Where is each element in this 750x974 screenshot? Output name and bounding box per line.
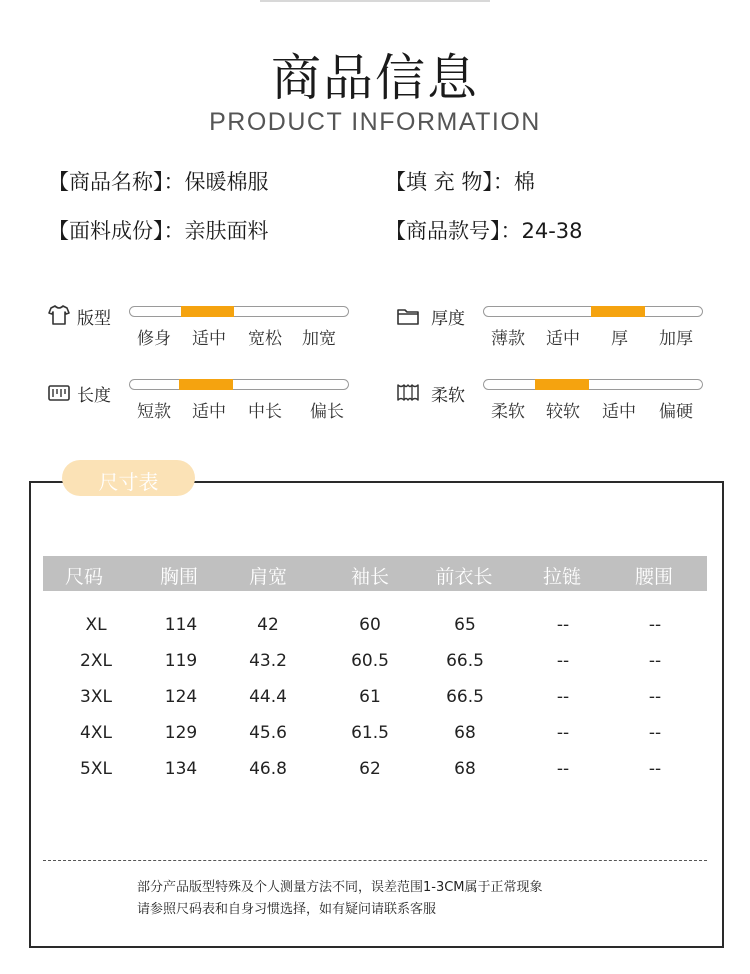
row-waist-cell: -- [648,687,662,707]
softness-option: 偏硬 [659,402,693,422]
row-zipper-cell: -- [556,615,570,635]
row-front-length-cell: 68 [454,723,476,743]
row-chest-cell: 114 [164,615,198,635]
header-front-length: 前衣长 [435,566,493,588]
product-name-value: 保暖棉服 [184,170,269,194]
row-waist-cell: -- [648,723,662,743]
thickness-option: 适中 [546,329,580,349]
row-sleeve-cell: 61.5 [351,723,389,743]
row-zipper-cell: -- [556,723,570,743]
row-zipper-cell: -- [556,651,570,671]
row-shoulder-cell: 46.8 [249,759,287,779]
fit-option: 加宽 [302,329,336,349]
row-chest-cell: 129 [164,723,198,743]
header-zipper: 拉链 [542,566,581,588]
length-option: 中长 [248,402,282,422]
thickness-option: 厚 [611,329,628,349]
row-size-cell: 3XL [80,687,112,707]
header-size: 尺码 [64,566,103,588]
row-size-cell: 2XL [80,651,112,671]
fit-option: 宽松 [248,329,282,349]
row-sleeve-cell: 62 [359,759,381,779]
row-shoulder-cell: 44.4 [249,687,287,707]
shirt-icon [47,303,71,327]
row-size-cell: XL [85,615,107,635]
filling-label: 【填 充 物】： [385,170,514,194]
row-chest-cell: 134 [164,759,198,779]
fit-option: 适中 [192,329,226,349]
row-shoulder-cell: 45.6 [249,723,287,743]
fabric-value: 亲肤面料 [184,219,269,243]
size-chart-tag-label: 尺寸表 [98,470,159,494]
size-chart-tag [62,460,195,496]
softness-option: 适中 [602,402,636,422]
length-option: 适中 [192,402,226,422]
softness-label: 柔软 [431,386,465,406]
softness-option: 较软 [546,402,580,422]
row-size-cell: 4XL [80,723,112,743]
size-table-header [43,556,707,591]
softness-option: 柔软 [491,402,525,422]
product-name-label: 【商品名称】： [48,170,185,194]
row-sleeve-cell: 61 [359,687,381,707]
style-number-row [385,215,583,245]
row-front-length-cell: 66.5 [446,687,484,707]
row-chest-cell: 119 [164,651,198,671]
row-sleeve-cell: 60 [359,615,381,635]
row-zipper-cell: -- [556,687,570,707]
row-size-cell: 5XL [80,759,112,779]
measurement-note: 部分产品版型特殊及个人测量方法不同，误差范围1-3CM属于正常现象 [137,880,543,895]
row-front-length-cell: 65 [454,615,476,635]
row-waist-cell: -- [648,615,662,635]
page-subtitle: PRODUCT INFORMATION [209,108,541,136]
row-zipper-cell: -- [556,759,570,779]
length-option: 短款 [137,402,171,422]
header-waist: 腰围 [634,566,673,588]
row-front-length-cell: 66.5 [446,651,484,671]
fit-bar-indicator [181,306,234,317]
row-chest-cell: 124 [164,687,198,707]
fit-option: 修身 [137,329,171,349]
length-bar [129,379,349,390]
dashed-divider [43,860,707,861]
filling-value: 棉 [513,170,535,194]
thickness-label: 厚度 [431,309,465,329]
length-label: 长度 [77,386,111,406]
page-title: 商品信息 [271,49,479,107]
fabric-row [48,215,269,245]
softness-bar [483,379,703,390]
header-shoulder: 肩宽 [248,566,287,588]
style-number-label: 【商品款号】： [385,219,522,243]
thickness-bar [483,306,703,317]
row-shoulder-cell: 42 [257,615,279,635]
row-waist-cell: -- [648,759,662,779]
top-divider [260,0,490,2]
fit-bar [129,306,349,317]
ruler-icon [47,381,71,405]
row-front-length-cell: 68 [454,759,476,779]
header-chest: 胸围 [159,566,198,588]
length-option: 偏长 [310,402,344,422]
thickness-bar-indicator [591,306,645,317]
contact-note: 请参照尺码表和自身习惯选择，如有疑问请联系客服 [137,902,437,917]
length-bar-indicator [179,379,233,390]
header-sleeve: 袖长 [350,566,389,588]
row-sleeve-cell: 60.5 [351,651,389,671]
row-waist-cell: -- [648,651,662,671]
row-shoulder-cell: 43.2 [249,651,287,671]
style-number-value: 24-38 [521,219,583,243]
folder-icon [396,304,420,328]
thickness-option: 加厚 [659,329,693,349]
fabric-label: 【面料成份】： [48,219,185,243]
filling-row [385,166,535,196]
thickness-option: 薄款 [491,329,525,349]
softness-bar-indicator [535,379,589,390]
fabric-icon [396,380,420,404]
fit-label: 版型 [77,309,111,329]
product-name-row [48,166,269,196]
